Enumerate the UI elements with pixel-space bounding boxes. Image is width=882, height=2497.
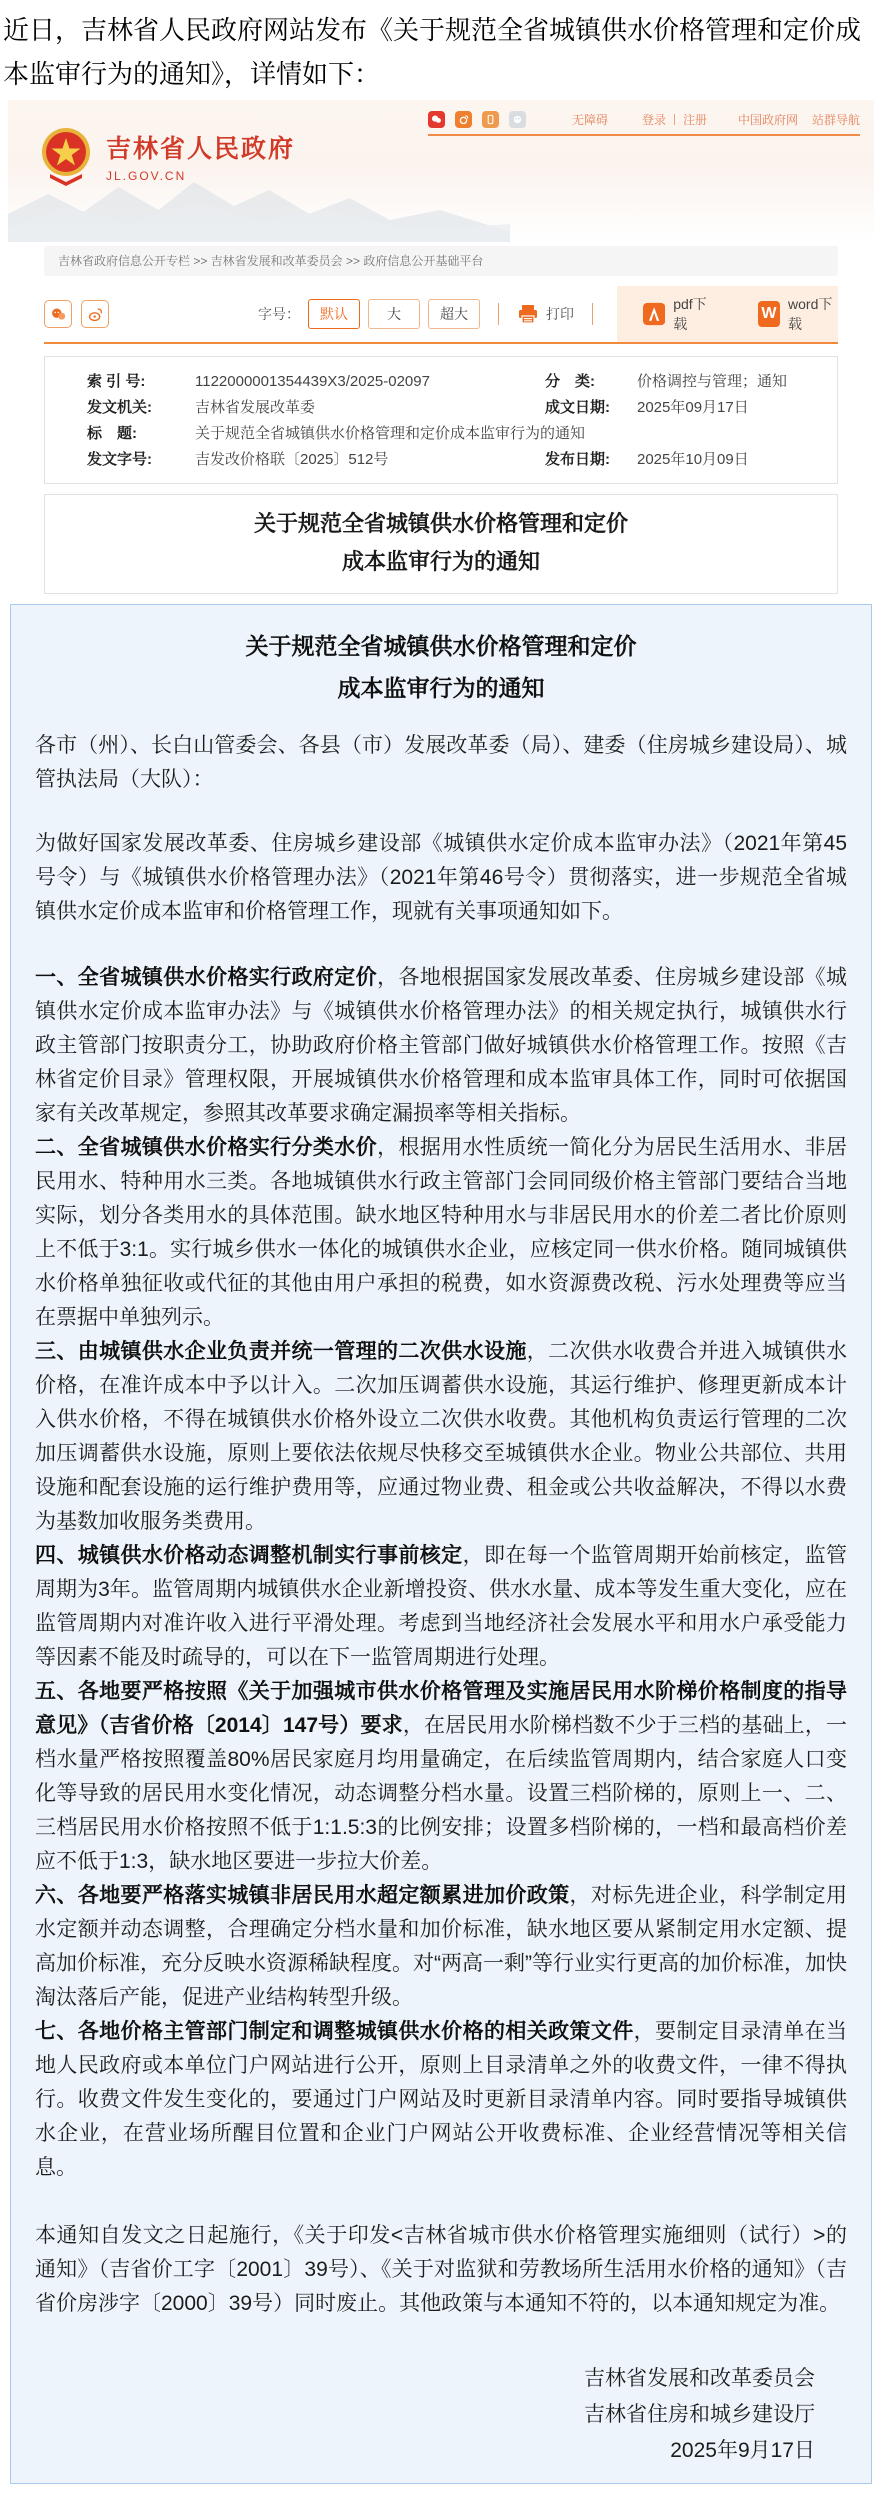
section-7-body: ，要制定目录清单在当地人民政府或本单位门户网站进行公开，原则上目录清单之外的收费文件，一律不得执行。收费文件发生变化的，要通过门户网站及时更新目录清单内容。同时要指导城镇供水企业，在营业场所醒目位置和企业门户网站公开收费标准、企业经营情况等相关信息。 xyxy=(35,2020,847,2179)
meta-row xyxy=(45,421,837,447)
signature-org-1: 吉林省发展和改革委员会 xyxy=(584,2367,815,2390)
word-download-button[interactable] xyxy=(758,294,838,334)
word-icon: W xyxy=(758,301,780,327)
section-5 xyxy=(35,1675,847,1879)
font-size-default-button[interactable]: 默认 xyxy=(308,299,360,329)
font-size-label: 字号： xyxy=(258,306,300,322)
document-meta-table xyxy=(44,356,838,484)
qzone-icon[interactable] xyxy=(509,111,526,128)
register-link[interactable]: 注册 xyxy=(683,112,708,127)
section-6 xyxy=(35,1879,847,2015)
print-label: 打印 xyxy=(546,306,574,322)
document-title xyxy=(35,625,847,709)
preamble: 为做好国家发展改革委、住房城乡建设部《城镇供水定价成本监审办法》（2021年第45号令）与《城镇供水价格管理办法》（2021年第46号令）贯彻落实，进一步规范全省城镇供水定价成本监审和价格管理工作，现就有关事项通知如下。 xyxy=(35,832,847,923)
section-2 xyxy=(35,1131,847,1335)
site-logo[interactable] xyxy=(38,126,295,186)
meta-row xyxy=(45,369,837,395)
toolbar xyxy=(44,286,838,344)
section-3-lead: 三、由城镇供水企业负责并统一管理的二次供水设施 xyxy=(35,1340,527,1363)
gov-cn-link[interactable]: 中国政府网 xyxy=(737,112,798,127)
document-body xyxy=(10,604,872,2484)
site-nav-link[interactable]: 站群导航 xyxy=(811,112,860,127)
login-link[interactable]: 登录 xyxy=(642,112,667,127)
printer-icon xyxy=(517,303,539,325)
document-title-line1: 关于规范全省城镇供水价格管理和定价 xyxy=(245,633,637,659)
section-5-body: ，在居民用水阶梯档数不少于三档的基础上，一档水量严格按照覆盖80%居民家庭月均用量确定，在后续监管周期内，结合家庭人口变化等导致的居民用水变化情况，动态调整分档水量。设置三档阶梯的，原则上一、二、三档居民用水价格按照不低于1:1.5:3的比例安排；设置多档阶梯的，一档和最高档价差应不低于1:3，缺水地区要进一步拉大价差。 xyxy=(35,1714,847,1873)
meta-index-label: 索 引 号: xyxy=(87,373,146,390)
header-underline xyxy=(428,134,860,136)
meta-doc-no-value: 吉发改价格联〔2025〕512号 xyxy=(195,451,389,468)
breadcrumb xyxy=(44,246,838,276)
wechat-icon[interactable] xyxy=(428,111,445,128)
page-title xyxy=(44,494,838,594)
intro-text: 近日，吉林省人民政府网站发布《关于规范全省城镇供水价格管理和定价成本监审行为的通知》，详情如下： xyxy=(3,15,862,89)
word-label: word下载 xyxy=(788,296,833,332)
meta-doc-no-label: 发文字号: xyxy=(87,451,152,468)
section-1 xyxy=(35,961,847,1131)
section-2-lead: 二、全省城镇供水价格实行分类水价 xyxy=(35,1136,378,1159)
section-2-body: ，根据用水性质统一简化分为居民生活用水、非居民用水、特种用水三类。各地城镇供水行政主管部门会同同级价格主管部门要结合当地实际，划分各类用水的具体范围。缺水地区特种用水与非居民用水的价差二者比价原则上不低于3:1。实行城乡供水一体化的城镇供水企业，应核定同一供水价格。随同城镇供水价格单独征收或代征的其他由用户承担的税费，如水资源费改税、污水处理费等应当在票据中单独列示。 xyxy=(35,1136,848,1329)
meta-category-label: 分 类: xyxy=(545,373,595,390)
print-button[interactable] xyxy=(517,303,574,325)
page-title-line1: 关于规范全省城镇供水价格管理和定价 xyxy=(253,511,628,536)
meta-title-label: 标 题: xyxy=(87,425,137,442)
breadcrumb-text: 吉林省政府信息公开专栏 >> 吉林省发展和改革委员会 >> 政府信息公开基础平台 xyxy=(58,254,484,268)
header-share-icons xyxy=(428,111,526,128)
section-4-lead: 四、城镇供水价格动态调整机制实行事前核定 xyxy=(35,1544,463,1567)
closing-paragraph: 本通知自发文之日起施行，《关于印发<吉林省城市供水价格管理实施细则（试行）>的通知》（吉省价工字〔2001〕39号）、《关于对监狱和劳教场所生活用水价格的通知》（吉省价房涉字〔2000〕39号）同时废止。其他政策与本通知不符的，以本通知规定为准。 xyxy=(35,2224,847,2315)
meta-index-value: 1122000001354439X3/2025-02097 xyxy=(195,373,430,390)
divider xyxy=(674,114,675,125)
divider xyxy=(498,303,499,325)
section-3-body: ，二次供水收费合并进入城镇供水价格，在准许成本中予以计入。二次加压调蓄供水设施，其运行维护、修理更新成本计入供水价格，不得在城镇供水价格外设立二次供水收费。其他机构负责运行管理的二次加压调蓄供水设施，原则上要依法依规尽快移交至城镇供水企业。物业公共部位、共用设施和配套设施的运行维护费用等，应通过物业费、租金或公共收益解决，不得以水费为基数加收服务类费用。 xyxy=(35,1340,847,1533)
pdf-icon xyxy=(643,301,665,327)
salutation: 各市（州）、长白山管委会、各县（市）发展改革委（局）、建委（住房城乡建设局）、城管执法局（大队）： xyxy=(35,734,847,791)
divider xyxy=(592,303,593,325)
font-size-large-button[interactable]: 大 xyxy=(368,299,420,329)
wechat-share-button[interactable] xyxy=(44,300,72,328)
meta-issuer-label: 发文机关: xyxy=(87,399,152,416)
section-6-lead: 六、各地要严格落实城镇非居民用水超定额累进加价政策 xyxy=(35,1884,570,1907)
meta-date-published-value: 2025年10月09日 xyxy=(637,451,749,468)
signature-date: 2025年9月17日 xyxy=(670,2439,815,2462)
font-size-xlarge-button[interactable]: 超大 xyxy=(428,299,480,329)
pdf-download-button[interactable] xyxy=(643,294,714,334)
national-emblem-icon xyxy=(38,126,94,186)
weibo-icon[interactable] xyxy=(455,111,472,128)
site-header xyxy=(8,100,874,242)
section-1-body: ，各地根据国家发展改革委、住房城乡建设部《城镇供水定价成本监审办法》与《城镇供水价格管理办法》的相关规定执行，城镇供水行政主管部门按职责分工，协助政府价格主管部门做好城镇供水价格管理工作。按照《吉林省定价目录》管理权限，开展城镇供水价格管理和成本监审具体工作，同时可依据国家有关改革规定，参照其改革要求确定漏损率等相关指标。 xyxy=(35,966,848,1125)
meta-date-written-value: 2025年09月17日 xyxy=(637,399,749,416)
weibo-share-button[interactable] xyxy=(81,300,109,328)
section-7 xyxy=(35,2015,847,2185)
pdf-label: pdf下载 xyxy=(673,296,707,332)
meta-issuer-value: 吉林省发展改革委 xyxy=(195,399,316,416)
section-1-lead: 一、全省城镇供水价格实行政府定价 xyxy=(35,966,378,989)
meta-title-value: 关于规范全省城镇供水价格管理和定价成本监审行为的通知 xyxy=(195,425,586,442)
meta-date-published-label: 发布日期: xyxy=(545,451,610,468)
meta-date-written-label: 成文日期: xyxy=(545,399,610,416)
meta-category-value: 价格调控与管理；通知 xyxy=(637,373,788,390)
header-top-row xyxy=(428,108,860,130)
header-right-links xyxy=(738,111,860,128)
section-5-lead: 五、各地要严格按照《关于加强城市供水价格管理及实施居民用水阶梯价格制度的指导意见》（吉省价格〔2014〕147号）要求 xyxy=(35,1680,847,1737)
signature-org-2: 吉林省住房和城乡建设厅 xyxy=(584,2403,815,2426)
accessibility-link[interactable]: 无障碍 xyxy=(572,112,609,127)
section-6-body: ，对标先进企业，科学制定用水定额并动态调整，合理确定分档水量和加价标准，缺水地区要从紧制定用水定额、提高加价标准，充分反映水资源稀缺程度。对“两高一剩”等行业实行更高的加价标准，加快淘汰落后产能，促进产业结构转型升级。 xyxy=(35,1884,848,2009)
site-domain: JL.GOV.CN xyxy=(106,169,187,183)
site-name: 吉林省人民政府 xyxy=(106,135,296,163)
gov-website-screenshot xyxy=(8,100,874,2484)
document-title-line2: 成本监审行为的通知 xyxy=(337,675,545,701)
section-4-body: ，即在每一个监管周期开始前核定，监管周期为3年。监管周期内城镇供水企业新增投资、供水水量、成本等发生重大变化，应在监管周期内对准许收入进行平滑处理。考虑到当地经济社会发展水平和用水户承受能力等因素不能及时疏导的，可以在下一监管周期进行处理。 xyxy=(35,1544,848,1669)
meta-row xyxy=(45,395,837,421)
section-3 xyxy=(35,1335,847,1539)
signature-block xyxy=(35,2361,847,2469)
site-logo-text xyxy=(106,129,295,183)
section-4 xyxy=(35,1539,847,1675)
login-register-group xyxy=(642,111,707,128)
meta-row xyxy=(45,447,837,473)
page-title-line2: 成本监审行为的通知 xyxy=(341,549,540,574)
mobile-icon[interactable] xyxy=(482,111,499,128)
download-area xyxy=(617,286,838,342)
section-7-lead: 七、各地价格主管部门制定和调整城镇供水价格的相关政策文件 xyxy=(35,2020,634,2043)
